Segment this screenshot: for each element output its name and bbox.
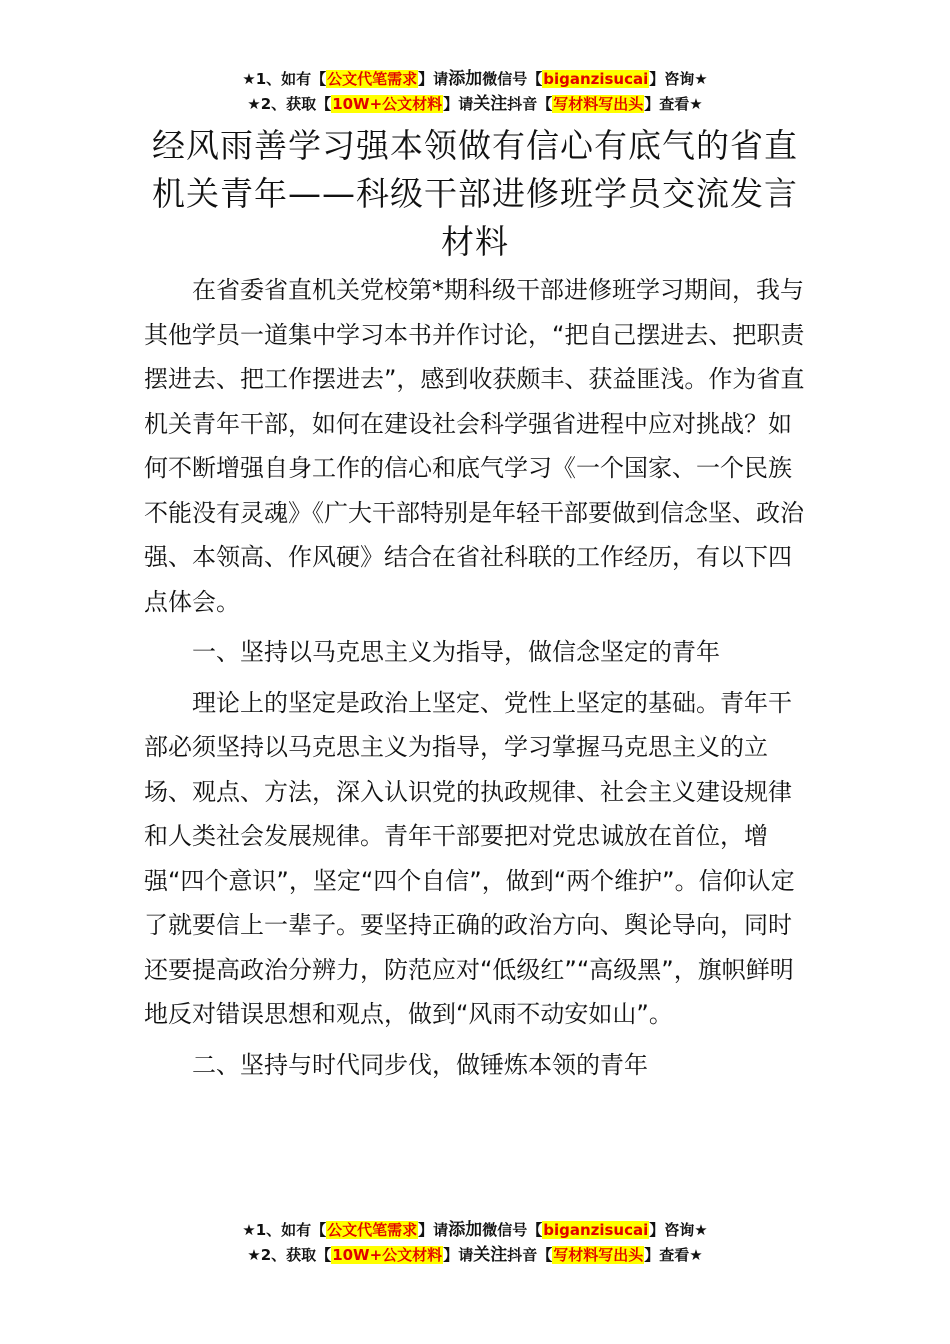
banner-text: 】请 [443, 95, 474, 113]
header-banner [0, 67, 950, 117]
banner-text: ★2、获取【 [247, 1246, 332, 1264]
banner-text: 微信号【 [482, 1221, 543, 1239]
section-heading-2: 二、坚持与时代同步伐，做锤炼本领的青年 [192, 1050, 648, 1079]
banner-line-1 [0, 67, 950, 92]
banner-wechat-id: biganzisucai [543, 1221, 649, 1239]
banner-line-1 [0, 1218, 950, 1243]
banner-text: 】查看★ [644, 1246, 703, 1264]
banner-text: 】咨询★ [649, 1221, 708, 1239]
banner-text: 】请 [418, 70, 449, 88]
banner-text: ★1、如有【 [242, 1221, 327, 1239]
banner-text: ★2、获取【 [247, 95, 332, 113]
banner-text: 】咨询★ [649, 70, 708, 88]
banner-douyin-id: 写材料写出头 [553, 95, 644, 113]
banner-douyin-id: 写材料写出头 [553, 1246, 644, 1264]
banner-text: 抖音【 [507, 95, 553, 113]
banner-text: 微信号【 [482, 70, 543, 88]
banner-text: 】查看★ [644, 95, 703, 113]
banner-text: ★1、如有【 [242, 70, 327, 88]
paragraph-intro: 在省委省直机关党校第*期科级干部进修班学习期间，我与其他学员一道集中学习本书并作讨论，“把自己摆进去、把职责摆进去、把工作摆进去”，感到收获颇丰、获益匪浅。作为省直机关青年干部，如何在建设社会科学强省进程中应对挑战？如何不断增强自身工作的信心和底气学习《一个国家、一个民族不能没有灵魂》《广大干部特别是年轻干部要做到信念坚、政治强、本领高、作风硬》结合在省社科联的工作经历，有以下四点体会。 [144, 276, 805, 616]
banner-text: 】请 [443, 1246, 474, 1264]
banner-line-2 [0, 1243, 950, 1268]
banner-text: 】请 [418, 1221, 449, 1239]
banner-highlight: 10W+公文材料 [332, 95, 443, 113]
banner-highlight: 公文代笔需求 [327, 1221, 418, 1239]
banner-highlight: 10W+公文材料 [332, 1246, 443, 1264]
banner-wechat-id: biganzisucai [543, 70, 649, 88]
banner-emphasis: 关注 [473, 94, 508, 114]
banner-line-2 [0, 92, 950, 117]
section-heading-1: 一、坚持以马克思主义为指导，做信念坚定的青年 [192, 638, 720, 666]
banner-text: 抖音【 [507, 1246, 553, 1264]
banner-emphasis: 添加 [448, 1220, 483, 1240]
footer-banner [0, 1218, 950, 1268]
document-body [144, 268, 810, 1093]
banner-emphasis: 添加 [448, 69, 483, 89]
paragraph-section-1: 理论上的坚定是政治上坚定、党性上坚定的基础。青年干部必须坚持以马克思主义为指导，学习掌握马克思主义的立场、观点、方法，深入认识党的执政规律、社会主义建设规律和人类社会发展规律。青年干部要把对党忠诚放在首位，增强“四个意识”，坚定“四个自信”，做到“两个维护”。信仰认定了就要信上一辈子。要坚持正确的政治方向、舆论导向，同时还要提高政治分辨力，防范应对“低级红”“高级黑”，旗帜鲜明地反对错误思想和观点，做到“风雨不动安如山”。 [144, 688, 795, 1028]
document-title: 经风雨善学习强本领做有信心有底气的省直机关青年——科级干部进修班学员交流发言材料 [152, 126, 798, 261]
banner-highlight: 公文代笔需求 [327, 70, 418, 88]
banner-emphasis: 关注 [473, 1245, 508, 1265]
